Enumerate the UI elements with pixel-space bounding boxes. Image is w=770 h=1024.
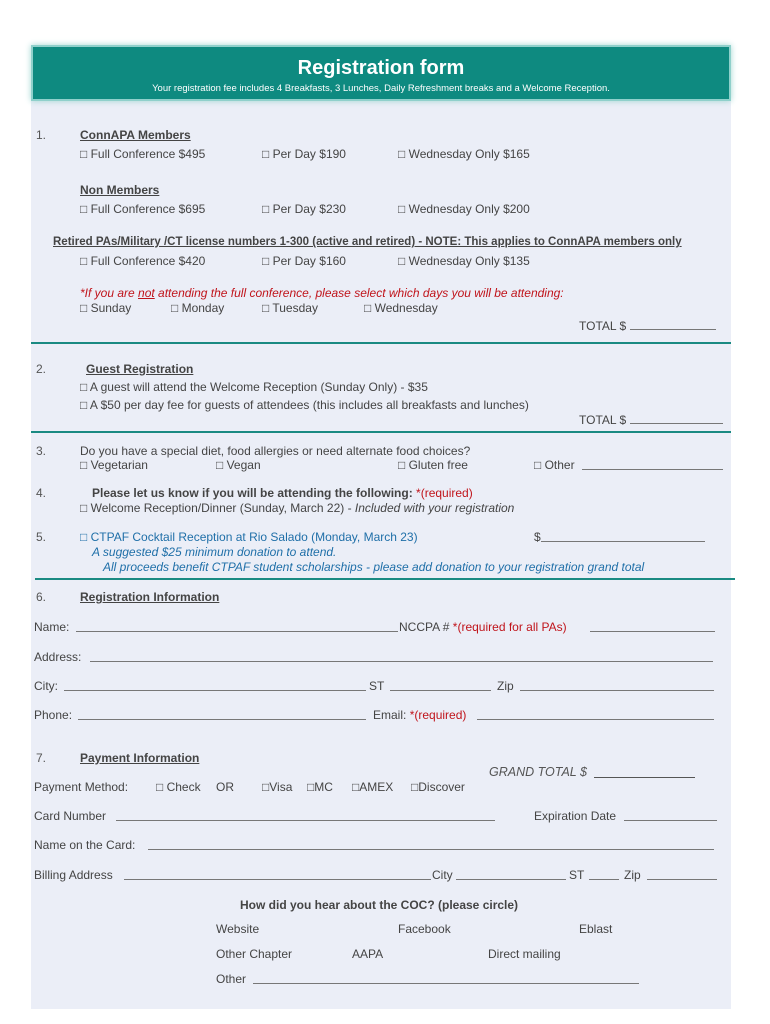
nonmembers-heading: Non Members bbox=[80, 183, 160, 197]
section-5-number: 5. bbox=[36, 530, 47, 544]
member-full-conference-checkbox[interactable]: □ Full Conference $495 bbox=[80, 147, 206, 161]
billing-address-label: Billing Address bbox=[34, 868, 113, 882]
expiration-label: Expiration Date bbox=[534, 809, 617, 823]
city-label: City: bbox=[34, 679, 58, 693]
guest-reception-checkbox[interactable]: □ A guest will attend the Welcome Reception (Sunday Only) - $35 bbox=[80, 380, 428, 394]
donation-amount-field[interactable] bbox=[541, 541, 705, 542]
diet-other-checkbox[interactable]: □ Other bbox=[534, 458, 575, 472]
survey-option-facebook[interactable]: Facebook bbox=[398, 922, 451, 936]
grand-total-field[interactable] bbox=[594, 777, 695, 778]
section-1-number: 1. bbox=[36, 128, 47, 142]
diet-vegetarian-checkbox[interactable]: □ Vegetarian bbox=[80, 458, 148, 472]
section-3-number: 3. bbox=[36, 444, 47, 458]
nccpa-field[interactable] bbox=[590, 631, 715, 632]
guest-heading: Guest Registration bbox=[86, 362, 194, 376]
name-label: Name: bbox=[34, 620, 70, 634]
divider bbox=[35, 578, 735, 580]
section-2-total-label: TOTAL $ bbox=[579, 413, 627, 427]
partial-attendance-note: *If you are not attending the full conference, please select which days you will be attending: bbox=[80, 286, 564, 300]
state-field[interactable] bbox=[390, 690, 491, 691]
diet-question: Do you have a special diet, food allergies or need alternate food choices? bbox=[80, 444, 471, 458]
retired-heading: Retired PAs/Military /CT license numbers 1-300 (active and retired) - NOTE: This applies to ConnAPA members only bbox=[53, 236, 682, 248]
form-header bbox=[31, 45, 731, 101]
section-1-total-label: TOTAL $ bbox=[579, 319, 627, 333]
diet-gluten-free-checkbox[interactable]: □ Gluten free bbox=[398, 458, 468, 472]
survey-question: How did you hear about the COC? (please circle) bbox=[240, 898, 519, 912]
retired-full-conference-checkbox[interactable]: □ Full Conference $420 bbox=[80, 254, 206, 268]
billing-city-label: City bbox=[432, 868, 453, 882]
phone-label: Phone: bbox=[34, 708, 73, 722]
survey-option-eblast[interactable]: Eblast bbox=[579, 922, 613, 936]
payment-or-label: OR bbox=[216, 780, 234, 794]
email-label: Email: *(required) bbox=[373, 708, 467, 722]
section-2-total-field[interactable] bbox=[630, 423, 723, 424]
address-field[interactable] bbox=[90, 661, 713, 662]
section-7-number: 7. bbox=[36, 751, 47, 765]
name-on-card-label: Name on the Card: bbox=[34, 838, 136, 852]
payment-mc-checkbox[interactable]: □MC bbox=[307, 780, 333, 794]
guest-daily-fee-checkbox[interactable]: □ A $50 per day fee for guests of attendees (this includes all breakfasts and lunches) bbox=[80, 398, 529, 412]
scholarship-note: All proceeds benefit CTPAF student scholarships - please add donation to your registration grand total bbox=[103, 560, 645, 574]
payment-discover-checkbox[interactable]: □Discover bbox=[411, 780, 465, 794]
payment-method-label: Payment Method: bbox=[34, 780, 129, 794]
billing-city-field[interactable] bbox=[456, 879, 566, 880]
survey-option-aapa[interactable]: AAPA bbox=[352, 947, 384, 961]
divider bbox=[31, 431, 731, 433]
member-wednesday-checkbox[interactable]: □ Wednesday Only $165 bbox=[398, 147, 530, 161]
name-on-card-field[interactable] bbox=[148, 849, 714, 850]
registration-info-heading: Registration Information bbox=[80, 590, 220, 604]
day-tuesday-checkbox[interactable]: □ Tuesday bbox=[262, 301, 318, 315]
email-field[interactable] bbox=[477, 719, 714, 720]
members-heading: ConnAPA Members bbox=[80, 128, 191, 142]
payment-info-heading: Payment Information bbox=[80, 751, 200, 765]
retired-per-day-checkbox[interactable]: □ Per Day $160 bbox=[262, 254, 346, 268]
nonmember-per-day-checkbox[interactable]: □ Per Day $230 bbox=[262, 202, 346, 216]
member-per-day-checkbox[interactable]: □ Per Day $190 bbox=[262, 147, 346, 161]
nonmember-wednesday-checkbox[interactable]: □ Wednesday Only $200 bbox=[398, 202, 530, 216]
day-monday-checkbox[interactable]: □ Monday bbox=[171, 301, 225, 315]
donation-note: A suggested $25 minimum donation to attend. bbox=[92, 545, 337, 559]
billing-zip-field[interactable] bbox=[647, 879, 717, 880]
card-number-field[interactable] bbox=[116, 820, 495, 821]
section-1-total-field[interactable] bbox=[630, 329, 716, 330]
retired-wednesday-checkbox[interactable]: □ Wednesday Only $135 bbox=[398, 254, 530, 268]
survey-option-website[interactable]: Website bbox=[216, 922, 260, 936]
phone-field[interactable] bbox=[78, 719, 366, 720]
survey-other-field[interactable] bbox=[253, 983, 639, 984]
survey-other-label: Other bbox=[216, 972, 247, 986]
name-field[interactable] bbox=[76, 631, 398, 632]
card-number-label: Card Number bbox=[34, 809, 107, 823]
form-title: Registration form bbox=[297, 57, 465, 79]
divider bbox=[31, 342, 731, 344]
welcome-reception-checkbox[interactable]: □ Welcome Reception/Dinner (Sunday, March 22) - Included with your registration bbox=[80, 501, 515, 515]
zip-label: Zip bbox=[497, 679, 514, 693]
billing-zip-label: Zip bbox=[624, 868, 641, 882]
nonmember-full-conference-checkbox[interactable]: □ Full Conference $695 bbox=[80, 202, 206, 216]
payment-check-checkbox[interactable]: □ Check bbox=[156, 780, 201, 794]
survey-option-direct-mailing[interactable]: Direct mailing bbox=[488, 947, 561, 961]
day-wednesday-checkbox[interactable]: □ Wednesday bbox=[364, 301, 438, 315]
payment-amex-checkbox[interactable]: □AMEX bbox=[352, 780, 394, 794]
expiration-field[interactable] bbox=[624, 820, 717, 821]
billing-address-field[interactable] bbox=[124, 879, 431, 880]
address-label: Address: bbox=[34, 650, 82, 664]
zip-field[interactable] bbox=[520, 690, 714, 691]
payment-visa-checkbox[interactable]: □Visa bbox=[262, 780, 293, 794]
cocktail-reception-checkbox[interactable]: □ CTPAF Cocktail Reception at Rio Salado (Monday, March 23) bbox=[80, 530, 418, 544]
form-subtitle: Your registration fee includes 4 Breakfasts, 3 Lunches, Daily Refreshment breaks and a Welcome Reception. bbox=[152, 83, 610, 94]
donation-dollar-label: $ bbox=[534, 530, 541, 544]
grand-total-label: GRAND TOTAL $ bbox=[489, 765, 587, 779]
day-sunday-checkbox[interactable]: □ Sunday bbox=[80, 301, 132, 315]
diet-vegan-checkbox[interactable]: □ Vegan bbox=[216, 458, 261, 472]
billing-state-label: ST bbox=[569, 868, 585, 882]
billing-state-field[interactable] bbox=[589, 879, 619, 880]
state-label: ST bbox=[369, 679, 385, 693]
attendance-question: Please let us know if you will be attending the following: *(required) bbox=[92, 486, 473, 500]
city-field[interactable] bbox=[64, 690, 366, 691]
section-4-number: 4. bbox=[36, 486, 47, 500]
diet-other-field[interactable] bbox=[582, 469, 723, 470]
nccpa-label: NCCPA # *(required for all PAs) bbox=[399, 620, 567, 634]
section-6-number: 6. bbox=[36, 590, 47, 604]
section-2-number: 2. bbox=[36, 362, 47, 376]
survey-option-other-chapter[interactable]: Other Chapter bbox=[216, 947, 293, 961]
